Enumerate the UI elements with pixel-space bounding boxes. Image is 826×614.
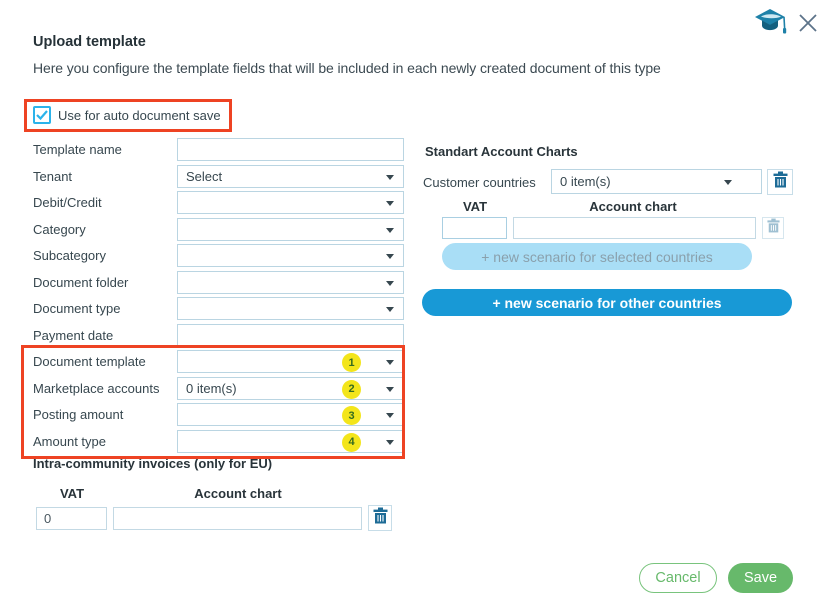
tenant-select[interactable] xyxy=(177,165,404,188)
chevron-down-icon xyxy=(386,281,394,286)
form-row xyxy=(33,403,405,426)
field-label: Tenant xyxy=(33,168,73,184)
select-value: 0 item(s) xyxy=(560,174,611,189)
eu-scenario-row xyxy=(36,505,392,531)
new-scenario-selected-countries-button[interactable]: + new scenario for selected countries xyxy=(442,243,752,270)
form-row xyxy=(33,297,405,320)
field-label: Subcategory xyxy=(33,248,106,263)
standart-delete-row-button-disabled[interactable] xyxy=(762,217,784,239)
save-button[interactable]: Save xyxy=(728,563,793,593)
field-label: Posting amount xyxy=(33,407,124,422)
close-icon[interactable] xyxy=(797,12,819,34)
chevron-down-icon xyxy=(386,413,394,418)
standart-account-chart-header: Account chart xyxy=(589,199,677,214)
template-name-input[interactable] xyxy=(177,138,404,161)
field-label: Document folder xyxy=(33,274,129,290)
chevron-down-icon xyxy=(386,360,394,365)
customer-countries-delete-button[interactable] xyxy=(767,169,793,195)
auto-save-checkbox-label: Use for auto document save xyxy=(58,107,221,123)
trash-icon xyxy=(767,218,780,238)
eu-section-heading: Intra-community invoices (only for EU) xyxy=(33,456,273,471)
graduation-cap-icon[interactable] xyxy=(752,7,788,37)
chevron-down-icon xyxy=(386,201,394,206)
chevron-down-icon xyxy=(724,180,732,185)
eu-vat-input[interactable] xyxy=(36,507,107,530)
field-label: Category xyxy=(33,221,86,237)
cancel-button[interactable]: Cancel xyxy=(639,563,717,593)
trash-icon xyxy=(773,171,788,193)
checkbox-checked-icon[interactable] xyxy=(33,106,51,124)
standart-section-heading: Standart Account Charts xyxy=(425,144,578,159)
form-row xyxy=(33,324,405,347)
select-value: Select xyxy=(186,168,223,184)
subcategory-select[interactable] xyxy=(177,244,404,267)
payment-date-input[interactable] xyxy=(177,324,404,347)
debit-credit-select[interactable] xyxy=(177,191,404,214)
field-label: Payment date xyxy=(33,327,114,343)
form-row xyxy=(33,271,405,294)
form-row xyxy=(33,218,405,241)
standart-vat-input[interactable] xyxy=(442,217,507,239)
page-title: Upload template xyxy=(33,34,146,50)
posting-amount-select[interactable] xyxy=(177,403,404,426)
form-row xyxy=(33,430,405,453)
form-row xyxy=(33,244,405,267)
form-row xyxy=(33,191,405,214)
step-badge-4: 4 xyxy=(342,433,361,452)
trash-icon xyxy=(373,507,388,529)
form-row xyxy=(33,138,405,161)
chevron-down-icon xyxy=(386,440,394,445)
eu-account-chart-input[interactable] xyxy=(113,507,362,530)
auto-save-checkbox-row[interactable] xyxy=(33,106,221,124)
standart-vat-header: VAT xyxy=(462,199,488,214)
new-scenario-other-countries-button[interactable]: + new scenario for other countries xyxy=(422,289,792,316)
field-label: Amount type xyxy=(33,433,106,449)
chevron-down-icon xyxy=(386,228,394,233)
step-badge-2: 2 xyxy=(342,380,361,399)
standart-account-chart-input[interactable] xyxy=(513,217,756,239)
customer-countries-label: Customer countries xyxy=(423,175,536,190)
form-row xyxy=(33,165,405,188)
document-folder-select[interactable] xyxy=(177,271,404,294)
eu-vat-header: VAT xyxy=(59,486,85,501)
field-label: Debit/Credit xyxy=(33,195,102,210)
form-row xyxy=(33,377,405,400)
document-template-select[interactable] xyxy=(177,350,404,373)
chevron-down-icon xyxy=(386,387,394,392)
field-label: Marketplace accounts xyxy=(33,380,160,396)
category-select[interactable] xyxy=(177,218,404,241)
eu-delete-row-button[interactable] xyxy=(368,505,392,531)
field-label: Document template xyxy=(33,354,146,369)
chevron-down-icon xyxy=(386,254,394,259)
form-row xyxy=(33,350,405,373)
eu-account-chart-header: Account chart xyxy=(194,486,282,501)
step-badge-3: 3 xyxy=(342,406,361,425)
select-value: 0 item(s) xyxy=(186,380,237,396)
input-value: 0 xyxy=(44,510,52,526)
chevron-down-icon xyxy=(386,307,394,312)
document-type-select[interactable] xyxy=(177,297,404,320)
step-badge-1: 1 xyxy=(342,353,361,372)
standart-scenario-row xyxy=(442,217,784,239)
field-label: Document type xyxy=(33,301,121,316)
template-form xyxy=(33,138,405,456)
amount-type-select[interactable] xyxy=(177,430,404,453)
field-label: Template name xyxy=(33,142,122,157)
chevron-down-icon xyxy=(386,175,394,180)
customer-countries-select[interactable] xyxy=(551,169,762,194)
marketplace-accounts-select[interactable] xyxy=(177,377,404,400)
dialog-subtitle: Here you configure the template fields that will be included in each newly created document of this type xyxy=(33,60,661,76)
